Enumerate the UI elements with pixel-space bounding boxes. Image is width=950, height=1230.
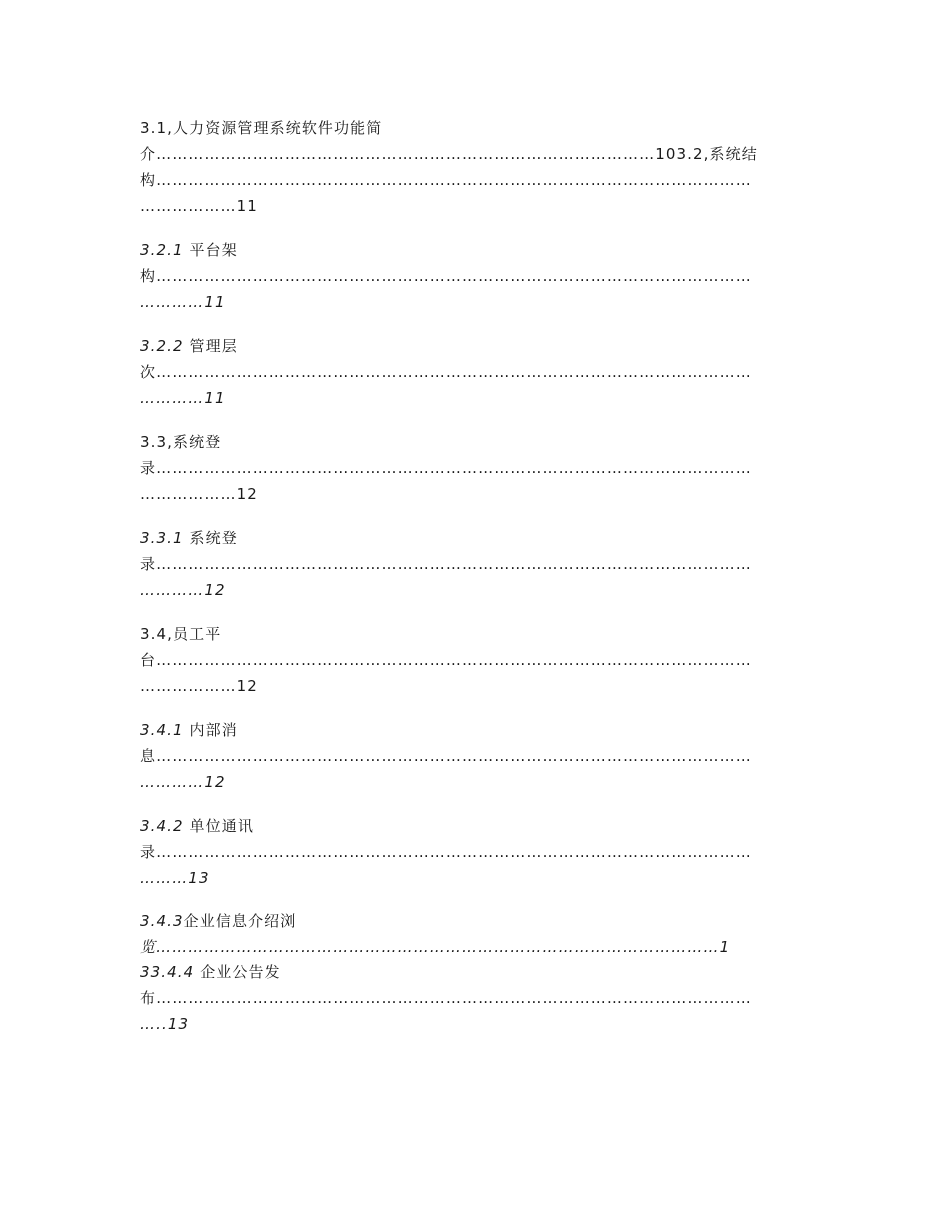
toc-entry-number: 3.4.1 (140, 721, 184, 739)
toc-entry-3-4-2-leader: 录………………………………………………………………………………………………… (140, 843, 752, 861)
toc-entry-number: 3.4.3 (140, 912, 184, 930)
toc-entry-3-3-1-leader: 录………………………………………………………………………………………………… (140, 555, 752, 573)
toc-entry-3-4-1-leader: 息………………………………………………………………………………………………… (140, 747, 752, 765)
toc-entry-3-4-leader: 台………………………………………………………………………………………………… (140, 651, 752, 669)
toc-entry-3-4-2-heading (140, 816, 254, 836)
toc-entry-3-3-1-page: …………12 (140, 581, 226, 599)
toc-entry-title: 单位通讯 (183, 817, 254, 835)
toc-entry-3-4-page: ………………12 (140, 677, 258, 695)
toc-entry-3-2-1-leader: 构………………………………………………………………………………………………… (140, 267, 752, 285)
toc-entry-3-4-3-leader: 览……………………………………………………………………………………………1 (140, 938, 731, 956)
toc-entry-3-2-2-page: …………11 (140, 389, 226, 407)
toc-entry-3-4-1-heading (140, 720, 238, 740)
toc-entry-title: 系统登 (183, 529, 238, 547)
toc-entry-3-4-4-heading (140, 962, 281, 982)
toc-entry-3-2-2-heading (140, 336, 238, 356)
toc-entry-3-2-page: ………………11 (140, 197, 258, 215)
toc-entry-3-4-title: 3.4,员工平 (140, 625, 222, 643)
toc-entry-3-1-leader: 介…………………………………………………………………………………103.2,系统结 (140, 145, 758, 163)
toc-entry-3-4-4-page: …..13 (140, 1015, 190, 1033)
toc-entry-3-1-title: 3.1,人力资源管理系统软件功能简 (140, 119, 383, 137)
toc-entry-3-4-1-page: …………12 (140, 773, 226, 791)
toc-entry-number: 3.3.1 (140, 529, 184, 547)
toc-entry-3-4-4-leader: 布………………………………………………………………………………………………… (140, 989, 752, 1007)
toc-entry-title: 平台架 (183, 241, 238, 259)
toc-entry-number: 3.2.2 (140, 337, 184, 355)
toc-entry-3-2-1-heading (140, 240, 238, 260)
toc-entry-number: 3.4.4 (150, 963, 195, 981)
toc-entry-3-4-2-page: ………13 (140, 869, 210, 887)
toc-entry-3-2-2-leader: 次………………………………………………………………………………………………… (140, 363, 752, 381)
toc-entry-3-4-3-heading (140, 911, 296, 931)
toc-entry-title: 企业信息介绍浏 (183, 912, 297, 930)
toc-entry-title: 内部消 (183, 721, 238, 739)
toc-entry-title: 管理层 (183, 337, 238, 355)
toc-entry-3-2-leader: 构………………………………………………………………………………………………… (140, 171, 752, 189)
toc-entry-3-2-1-page: …………11 (140, 293, 226, 311)
toc-entry-3-3-leader: 录………………………………………………………………………………………………… (140, 459, 752, 477)
toc-entry-3-3-1-heading (140, 528, 238, 548)
toc-entry-3-3-title: 3.3,系统登 (140, 433, 222, 451)
toc-entry-3-3-page: ………………12 (140, 485, 258, 503)
toc-entry-page-tail: 3 (140, 963, 151, 981)
toc-entry-title: 企业公告发 (194, 963, 281, 981)
toc-entry-number: 3.2.1 (140, 241, 184, 259)
toc-entry-number: 3.4.2 (140, 817, 184, 835)
